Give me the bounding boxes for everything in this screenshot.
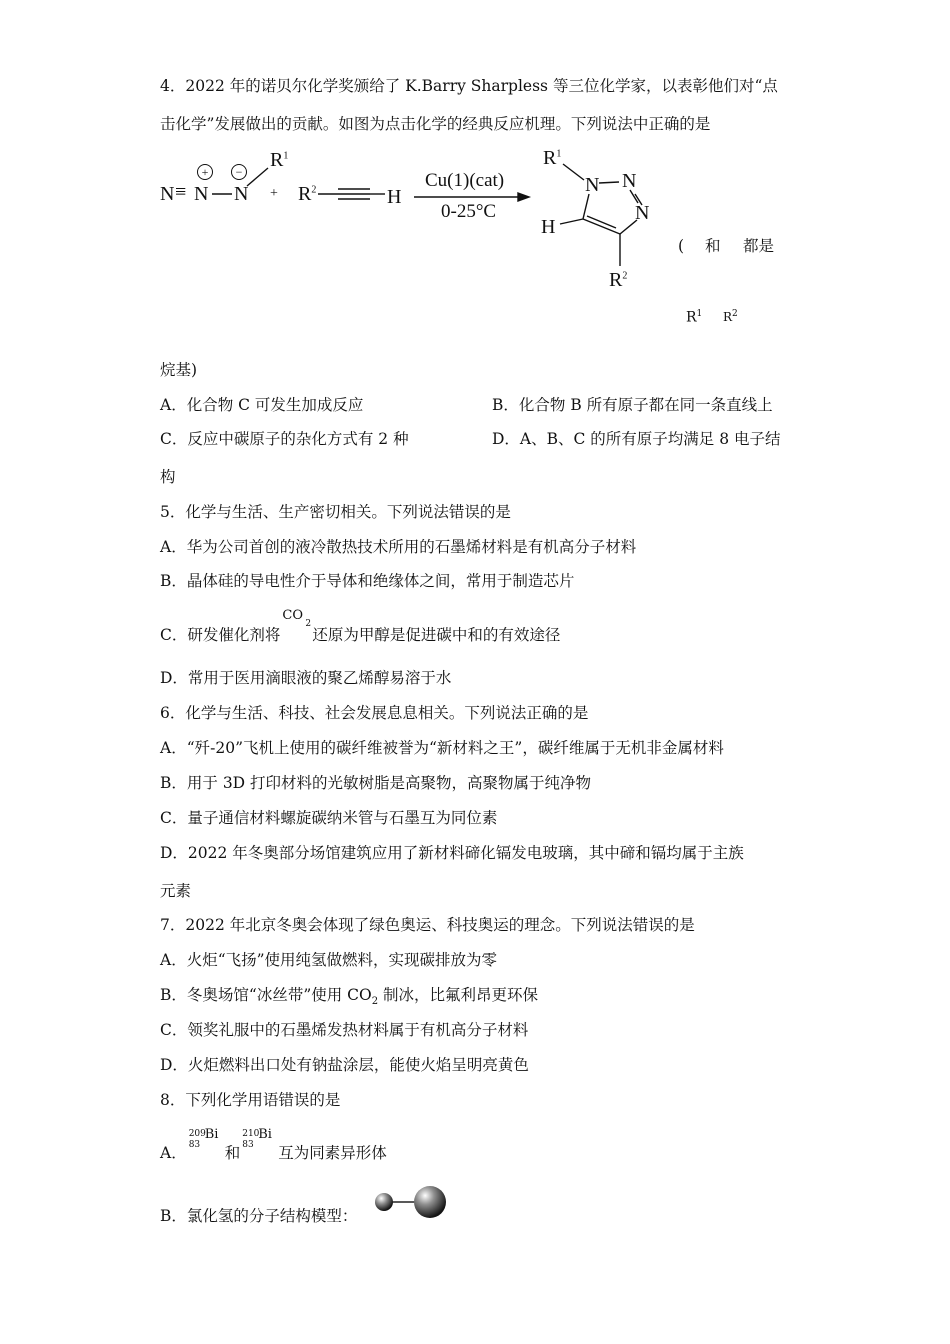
- q4-note-paren: (: [678, 237, 685, 255]
- azide-n1: N: [160, 183, 175, 205]
- bi209-symbol: Bi: [204, 1127, 219, 1142]
- q4-note-r1: $R^1$: [686, 309, 703, 326]
- q4-option-d-line2: 构: [160, 468, 176, 486]
- condition-bottom: 0-25°C: [441, 201, 497, 222]
- q4-option-d-line1: D．A、B、C 的所有原子均满足 8 电子结: [492, 430, 781, 448]
- co2-subscript: 2: [305, 619, 312, 629]
- h-label: H: [387, 186, 402, 208]
- q7-option-a: A．火炬“飞扬”使用纯氢做燃料，实现碳排放为零: [160, 951, 498, 969]
- bi210-z: 83: [242, 1140, 254, 1150]
- hcl-molecule-model: [372, 1186, 452, 1226]
- bi210-symbol: Bi: [258, 1127, 272, 1142]
- azide-n2: N: [194, 183, 209, 205]
- chlorine-atom-icon: [414, 1186, 446, 1218]
- q6-option-d-line1: D．2022 年冬奥部分场馆建筑应用了新材料碲化镉发电玻璃，其中碲和镉均属于主族: [160, 844, 744, 862]
- q6-option-d-line2: 元素: [160, 882, 192, 900]
- q4-note-end: 烷基): [160, 361, 198, 379]
- triple-bond-symbol: ≡: [175, 181, 187, 203]
- q7-option-b: B．冬奥场馆“冰丝带”使用 $CO_2$ 制冰，比氟利昂更环保: [160, 986, 539, 1008]
- q8-option-a: A． 209 83 Bi 和 210 83 Bi 互为同素异形体: [160, 1138, 387, 1163]
- hydrogen-atom-icon: [375, 1193, 393, 1211]
- prod-n1: N: [585, 174, 600, 196]
- prod-n2: N: [622, 170, 637, 192]
- q6-option-a: A．“歼-20”飞机上使用的碳纤维被誉为“新材料之王”，碳纤维属于无机非金属材料: [160, 739, 724, 757]
- r1-label: $R^1$: [270, 149, 289, 171]
- q4-option-c: C．反应中碳原子的杂化方式有 2 种: [160, 430, 409, 448]
- q4-note-and: 和: [705, 237, 721, 255]
- q7-stem: 7．2022 年北京冬奥会体现了绿色奥运、科技奥运的理念。下列说法错误的是: [160, 916, 695, 934]
- prod-r2-label: $R^2$: [609, 269, 628, 291]
- prod-h-bond: [560, 219, 583, 224]
- plus-sign: +: [270, 186, 278, 201]
- q5-option-a: A．华为公司首创的液冷散热技术所用的石墨烯材料是有机高分子材料: [160, 538, 637, 556]
- q4-note-are: 都是: [743, 237, 775, 255]
- reaction-bonds: [0, 0, 950, 320]
- q8-option-b: B．氯化氢的分子结构模型：: [160, 1207, 358, 1225]
- bi209-mass: 209: [188, 1129, 206, 1139]
- ring-bond-c5-n1: [583, 194, 589, 219]
- prod-n3: N: [635, 202, 650, 224]
- co2-formula: CO: [282, 608, 303, 623]
- q4-option-b: B．化合物 B 所有原子都在同一条直线上: [492, 396, 773, 414]
- azide-n3: N: [234, 183, 249, 205]
- bi210-mass: 210: [242, 1129, 260, 1139]
- q6-stem: 6．化学与生活、科技、社会发展息息相关。下列说法正确的是: [160, 704, 589, 722]
- plus-charge-icon: +: [197, 164, 213, 180]
- q5-stem: 5．化学与生活、生产密切相关。下列说法错误的是: [160, 503, 511, 521]
- q4-option-a: A．化合物 C 可发生加成反应: [160, 396, 364, 414]
- q6-option-b: B．用于 3D 打印材料的光敏树脂是高聚物，高聚物属于纯净物: [160, 774, 592, 792]
- arrow-head: [518, 193, 529, 201]
- prod-r1-bond: [563, 164, 584, 180]
- condition-top: Cu(1)(cat): [425, 170, 505, 191]
- prod-h: H: [541, 216, 556, 238]
- q6-option-c: C．量子通信材料螺旋碳纳米管与石墨互为同位素: [160, 809, 498, 827]
- q8-stem: 8．下列化学用语错误的是: [160, 1091, 341, 1109]
- azide-r1-bond: [247, 168, 268, 186]
- ring-bond-n3-c4: [620, 220, 637, 234]
- q7-option-c: C．领奖礼服中的石墨烯发热材料属于有机高分子材料: [160, 1021, 529, 1039]
- ring-bond-n1-n2: [599, 182, 619, 183]
- minus-charge-icon: −: [231, 164, 247, 180]
- q4-stem-line2: 击化学”发展做出的贡献。如图为点击化学的经典反应机理。下列说法中正确的是: [160, 115, 711, 133]
- bi209-z: 83: [188, 1140, 201, 1150]
- q4-stem-line1: 4．2022 年的诺贝尔化学奖颁给了 K.Barry Sharpless 等三位化学家，以表彰他们对“点: [160, 77, 778, 95]
- q4-note-r2: $R^2$: [723, 309, 738, 324]
- prod-r1-label: $R^1$: [543, 147, 562, 169]
- q5-option-c: C．研发催化剂将 CO 2 还原为甲醇是促进碳中和的有效途径: [160, 608, 561, 644]
- q7-option-d: D．火炬燃料出口处有钠盐涂层，能使火焰呈明亮黄色: [160, 1056, 529, 1074]
- r2-label: $R^2$: [298, 183, 317, 205]
- q5-option-b: B．晶体硅的导电性介于导体和绝缘体之间，常用于制造芯片: [160, 572, 575, 590]
- q5-option-d: D．常用于医用滴眼液的聚乙烯醇易溶于水: [160, 669, 452, 687]
